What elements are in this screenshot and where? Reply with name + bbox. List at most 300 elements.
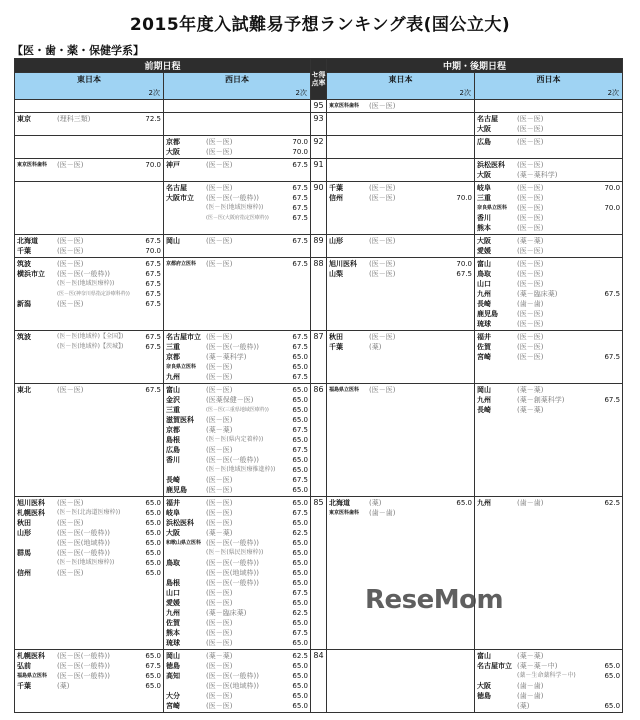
school-name: 島根 xyxy=(166,579,180,587)
list-item xyxy=(477,498,620,508)
department: (歯－歯) xyxy=(517,682,544,690)
west-back-cell xyxy=(475,650,623,713)
department: (医－医(地域枠)) xyxy=(206,682,259,690)
east-front-cell xyxy=(15,182,164,235)
secondary-score: 65.0 xyxy=(292,662,309,670)
secondary-score: 67.5 xyxy=(292,260,309,268)
front-schedule-header: 前期日程 xyxy=(15,59,311,73)
list-item xyxy=(17,342,161,352)
school-name: 長崎 xyxy=(477,300,492,308)
school-name: 千葉 xyxy=(17,682,31,690)
department: (医－医(県民医療枠)) xyxy=(206,549,264,556)
school-name: 長崎 xyxy=(166,476,180,484)
list-item xyxy=(477,319,620,329)
department: (医－医(一般枠)) xyxy=(206,343,259,351)
secondary-score: 65.0 xyxy=(456,499,473,507)
department: (医－医) xyxy=(517,138,544,146)
list-item xyxy=(17,671,161,681)
school-name: 筑波 xyxy=(17,333,31,341)
school-name: 浜松医科 xyxy=(166,519,194,527)
east-front-cell xyxy=(15,136,164,159)
secondary-score: 67.5 xyxy=(292,629,309,637)
score-rate: 91 xyxy=(311,159,327,182)
department: (薬－薬) xyxy=(517,386,544,394)
department: (歯－歯) xyxy=(517,499,544,507)
school-name: 東北 xyxy=(17,386,31,394)
school-name: 山形 xyxy=(17,529,31,537)
score-rate: 93 xyxy=(311,113,327,136)
east-back-cell xyxy=(327,384,475,497)
west-back-cell xyxy=(475,100,623,113)
west-back-cell xyxy=(475,331,623,384)
secondary-score: 65.0 xyxy=(292,519,309,527)
secondary-score: 67.5 xyxy=(292,194,309,202)
list-item xyxy=(17,299,161,309)
school-name: 京都 xyxy=(166,426,180,434)
school-name: 高知 xyxy=(166,672,180,680)
west-front-cell xyxy=(164,159,311,182)
list-item xyxy=(166,518,308,528)
list-item xyxy=(17,528,161,538)
department: (薬－薬科学) xyxy=(206,353,247,361)
secondary-score: 62.5 xyxy=(292,529,309,537)
school-name: 岡山 xyxy=(166,237,180,245)
department: (薬) xyxy=(517,702,530,710)
secondary-score: 67.5 xyxy=(145,386,161,394)
list-item xyxy=(17,661,161,671)
department: (医－医(地域医療枠)) xyxy=(57,280,115,287)
department: (医－医) xyxy=(517,260,544,268)
department: (医－医) xyxy=(57,569,84,577)
school-name: 富山 xyxy=(477,260,492,268)
department: (医－医(一般枠)) xyxy=(206,194,259,202)
school-name: 香川 xyxy=(477,214,492,222)
school-name: 九州 xyxy=(477,290,492,298)
list-item xyxy=(477,259,620,269)
department: (医－医) xyxy=(57,237,84,245)
secondary-score: 67.5 xyxy=(604,290,621,298)
score-rate: 84 xyxy=(311,650,327,713)
east-front-cell xyxy=(15,100,164,113)
department: (医－医(一般枠)) xyxy=(57,672,110,680)
niji-label: 2次 xyxy=(295,89,308,97)
department: (医－医(一般枠)) xyxy=(206,456,259,464)
department: (医－医) xyxy=(206,629,233,637)
list-item xyxy=(17,538,161,548)
list-item xyxy=(329,508,472,518)
east-back-cell xyxy=(327,235,475,258)
niji-label: 2次 xyxy=(459,89,472,97)
school-name: 新潟 xyxy=(17,300,31,308)
department: (医－医) xyxy=(206,509,233,517)
table-row xyxy=(15,497,623,650)
score-rate: 85 xyxy=(311,497,327,650)
school-name: 富山 xyxy=(166,386,180,394)
west-front-cell xyxy=(164,136,311,159)
table-row xyxy=(15,650,623,713)
list-item xyxy=(17,385,161,395)
west-front-cell xyxy=(164,497,311,650)
secondary-score: 65.0 xyxy=(604,662,621,670)
school-name: 香川 xyxy=(166,456,180,464)
list-item xyxy=(166,588,308,598)
list-item xyxy=(477,701,620,711)
department: (医－医) xyxy=(206,260,233,268)
school-name: 島根 xyxy=(166,436,180,444)
list-item xyxy=(166,213,308,223)
secondary-score: 65.0 xyxy=(292,702,309,710)
east-label: 東日本 xyxy=(77,75,101,84)
secondary-score: 67.5 xyxy=(292,214,309,222)
secondary-score: 65.0 xyxy=(292,672,309,680)
list-item xyxy=(477,203,620,213)
secondary-score: 67.5 xyxy=(292,204,309,212)
list-item xyxy=(17,289,161,299)
secondary-score: 67.5 xyxy=(145,270,161,278)
list-item xyxy=(166,445,308,455)
secondary-score: 67.5 xyxy=(145,290,161,298)
list-item xyxy=(166,425,308,435)
secondary-score: 65.0 xyxy=(145,672,161,680)
school-name: 佐賀 xyxy=(477,343,492,351)
list-item xyxy=(329,259,472,269)
secondary-score: 65.0 xyxy=(145,549,161,557)
secondary-score: 67.5 xyxy=(145,662,161,670)
secondary-score: 65.0 xyxy=(145,499,161,507)
department: (医－医) xyxy=(517,125,544,133)
list-item xyxy=(477,170,620,180)
department: (薬) xyxy=(369,343,382,351)
school-name: 和歌山県立医科 xyxy=(166,540,202,546)
list-item xyxy=(477,279,620,289)
list-item xyxy=(166,236,308,246)
page-title: 2015年度入試難易予想ランキング表(国公立大) xyxy=(129,15,511,35)
west-front-cell xyxy=(164,258,311,331)
secondary-score: 65.0 xyxy=(292,486,309,494)
list-item xyxy=(329,183,472,193)
list-item xyxy=(477,213,620,223)
niji-label: 2次 xyxy=(607,89,620,97)
list-item xyxy=(17,508,161,518)
list-item xyxy=(166,455,308,465)
department: (医－医(一般枠)) xyxy=(206,539,259,547)
school-name: 名古屋 xyxy=(166,184,187,192)
school-name: 熊本 xyxy=(477,224,492,232)
list-item xyxy=(17,681,161,691)
table-row xyxy=(15,258,623,331)
school-name: 秋田 xyxy=(329,333,344,341)
school-name: 北海道 xyxy=(329,499,351,507)
secondary-score: 65.0 xyxy=(145,569,161,577)
department: (医－医) xyxy=(206,184,233,192)
school-name: 大阪 xyxy=(477,171,492,179)
list-item xyxy=(477,352,620,362)
list-item xyxy=(166,691,308,701)
school-name: 福島県立医科 xyxy=(17,673,48,679)
school-name: 宮崎 xyxy=(477,353,492,361)
secondary-score: 65.0 xyxy=(145,509,161,517)
list-item xyxy=(477,691,620,701)
west-front-cell xyxy=(164,113,311,136)
list-item xyxy=(17,568,161,578)
school-name: 長崎 xyxy=(477,406,492,414)
department: (薬－薬) xyxy=(206,426,233,434)
list-item xyxy=(166,671,308,681)
list-item xyxy=(17,236,161,246)
department: (医－医) xyxy=(517,247,544,255)
east-front-cell xyxy=(15,497,164,650)
secondary-score: 70.0 xyxy=(145,247,161,255)
department: (医－医) xyxy=(206,476,233,484)
department: (医－医(地域枠)) xyxy=(57,539,110,547)
west-front-cell xyxy=(164,650,311,713)
secondary-score: 67.5 xyxy=(456,270,473,278)
list-item xyxy=(477,289,620,299)
section-label: 【医・歯・薬・保健学系】 xyxy=(12,44,144,57)
list-item xyxy=(166,160,308,170)
department: (薬) xyxy=(369,499,382,507)
school-name: 大阪市立 xyxy=(166,194,194,202)
school-name: 宮崎 xyxy=(166,702,180,710)
list-item xyxy=(477,193,620,203)
resemom-logo: ReseMom xyxy=(365,585,504,615)
department: (医－医) xyxy=(517,204,544,212)
list-item xyxy=(166,193,308,203)
list-item xyxy=(329,385,472,395)
table-row xyxy=(15,113,623,136)
list-item xyxy=(477,671,620,681)
list-item xyxy=(166,183,308,193)
department: (医－医) xyxy=(206,386,233,394)
school-name: 東京医科歯科 xyxy=(329,103,360,109)
west-front-cell xyxy=(164,182,311,235)
list-item xyxy=(329,193,472,203)
school-name: 鳥取 xyxy=(166,559,180,567)
secondary-score: 65.0 xyxy=(292,692,309,700)
secondary-score: 65.0 xyxy=(292,416,309,424)
secondary-score: 70.0 xyxy=(456,260,473,268)
department: (医－医(地域枠)【茨城】) xyxy=(57,343,124,350)
department: (医－医) xyxy=(517,161,544,169)
list-item xyxy=(166,475,308,485)
score-rate: 95 xyxy=(311,100,327,113)
secondary-score: 70.0 xyxy=(145,161,161,169)
secondary-score: 67.5 xyxy=(145,343,161,351)
department: (医－医) xyxy=(517,320,544,328)
department: (薬－薬) xyxy=(206,529,233,537)
list-item xyxy=(329,236,472,246)
list-item xyxy=(166,342,308,352)
secondary-score: 65.0 xyxy=(292,619,309,627)
department: (歯－歯) xyxy=(369,509,396,517)
secondary-score: 67.5 xyxy=(292,476,309,484)
school-name: 鹿児島 xyxy=(166,486,187,494)
department: (薬) xyxy=(57,682,70,690)
school-name: 大阪 xyxy=(477,237,492,245)
east-front-cell xyxy=(15,159,164,182)
list-item xyxy=(166,203,308,213)
list-item xyxy=(477,342,620,352)
secondary-score: 65.0 xyxy=(145,652,161,660)
department: (医－医(一般枠)) xyxy=(57,549,110,557)
table-row xyxy=(15,159,623,182)
secondary-score: 67.5 xyxy=(292,509,309,517)
school-name: 福島県立医科 xyxy=(329,387,360,393)
list-item xyxy=(17,114,161,124)
school-name: 大阪 xyxy=(166,148,180,156)
school-name: 東京医科歯科 xyxy=(329,510,360,516)
list-item xyxy=(17,558,161,568)
school-name: 山形 xyxy=(329,237,344,245)
east-back-cell xyxy=(327,113,475,136)
school-name: 旭川医科 xyxy=(329,260,358,268)
secondary-score: 65.0 xyxy=(292,569,309,577)
school-name: 秋田 xyxy=(17,519,31,527)
east-back-cell xyxy=(327,650,475,713)
department: (薬－薬科学) xyxy=(517,171,558,179)
east-back-header xyxy=(327,73,475,100)
secondary-score: 65.0 xyxy=(604,672,621,680)
west-back-cell xyxy=(475,384,623,497)
secondary-score: 65.0 xyxy=(292,406,309,414)
school-name: 佐賀 xyxy=(166,619,180,627)
school-name: 浜松医科 xyxy=(477,161,506,169)
back-schedule-header: 中期・後期日程 xyxy=(327,59,623,73)
score-rate: 86 xyxy=(311,384,327,497)
secondary-score: 70.0 xyxy=(292,138,309,146)
list-item xyxy=(17,279,161,289)
school-name: 大阪 xyxy=(477,125,492,133)
department: (医－医) xyxy=(57,247,84,255)
school-name: 札幌医科 xyxy=(17,652,45,660)
list-item xyxy=(329,498,472,508)
secondary-score: 65.0 xyxy=(292,539,309,547)
department: (医－医(一般枠)) xyxy=(206,579,259,587)
department: (医－医) xyxy=(206,363,233,371)
department: (医－医) xyxy=(206,519,233,527)
list-item xyxy=(166,618,308,628)
school-name: 奈良県立医科 xyxy=(477,205,508,211)
secondary-score: 70.0 xyxy=(604,204,621,212)
west-label: 西日本 xyxy=(536,75,561,84)
secondary-score: 62.5 xyxy=(292,652,309,660)
school-name: 神戸 xyxy=(166,161,180,169)
school-name: 熊本 xyxy=(166,629,180,637)
school-name: 愛媛 xyxy=(166,599,180,607)
east-front-cell xyxy=(15,384,164,497)
department: (医－医) xyxy=(57,161,84,169)
department: (医－医(地域枠)) xyxy=(206,569,259,577)
secondary-score: 67.5 xyxy=(292,343,309,351)
east-back-cell xyxy=(327,331,475,384)
list-item xyxy=(166,352,308,362)
list-item xyxy=(166,435,308,445)
school-name: 旭川医科 xyxy=(17,499,45,507)
list-item xyxy=(477,299,620,309)
department: (医－医) xyxy=(206,619,233,627)
list-item xyxy=(477,223,620,233)
list-item xyxy=(329,342,472,352)
department: (医－医) xyxy=(369,237,396,245)
department: (医－医) xyxy=(206,692,233,700)
department: (薬－薬) xyxy=(206,652,233,660)
score-rate: 92 xyxy=(311,136,327,159)
list-item xyxy=(477,114,620,124)
school-name: 横浜市立 xyxy=(17,270,45,278)
school-name: 岡山 xyxy=(477,386,492,394)
secondary-score: 65.0 xyxy=(604,702,621,710)
secondary-score: 65.0 xyxy=(292,682,309,690)
school-name: 名古屋 xyxy=(477,115,499,123)
department: (医－医(地域医療枠)) xyxy=(57,559,115,566)
list-item xyxy=(166,661,308,671)
list-item xyxy=(166,628,308,638)
list-item xyxy=(166,638,308,648)
list-item xyxy=(166,147,308,157)
department: (歯－歯) xyxy=(517,300,544,308)
list-item xyxy=(477,124,620,134)
school-name: 弘前 xyxy=(17,662,31,670)
department: (医－医(一般枠)) xyxy=(206,559,259,567)
list-item xyxy=(17,160,161,170)
department: (医－医) xyxy=(517,333,544,341)
secondary-score: 65.0 xyxy=(292,436,309,444)
secondary-score: 67.5 xyxy=(292,237,309,245)
west-back-cell xyxy=(475,497,623,650)
list-item xyxy=(477,651,620,661)
secondary-score: 65.0 xyxy=(292,386,309,394)
list-item xyxy=(17,269,161,279)
east-back-cell xyxy=(327,497,475,650)
school-name: 岡山 xyxy=(166,652,180,660)
department: (医－医) xyxy=(57,300,84,308)
department: (医－医) xyxy=(369,184,396,192)
school-name: 山梨 xyxy=(329,270,344,278)
school-name: 九州 xyxy=(477,499,492,507)
department: (医－医) xyxy=(517,224,544,232)
secondary-score: 70.0 xyxy=(292,148,309,156)
score-rate: 89 xyxy=(311,235,327,258)
department: (医－医) xyxy=(206,486,233,494)
school-name: 岐阜 xyxy=(477,184,492,192)
department: (医－医(地域医療枠)) xyxy=(206,204,264,211)
department: (医－医) xyxy=(57,260,84,268)
table-row xyxy=(15,182,623,235)
school-name: 徳島 xyxy=(477,692,492,700)
west-front-cell xyxy=(164,100,311,113)
east-back-cell xyxy=(327,182,475,235)
school-name: 福井 xyxy=(166,499,180,507)
school-name: 札幌医科 xyxy=(17,509,45,517)
department: (医－医) xyxy=(517,353,544,361)
list-item xyxy=(166,651,308,661)
west-back-header xyxy=(475,73,623,100)
list-item xyxy=(166,259,308,269)
secondary-score: 62.5 xyxy=(292,609,309,617)
west-front-cell xyxy=(164,235,311,258)
list-item xyxy=(329,269,472,279)
list-item xyxy=(166,137,308,147)
department: (医－医) xyxy=(57,499,84,507)
school-name: 山口 xyxy=(477,280,492,288)
school-name: 九州 xyxy=(166,609,180,617)
secondary-score: 67.5 xyxy=(292,446,309,454)
list-item xyxy=(17,246,161,256)
department: (薬－創薬科学) xyxy=(517,396,565,404)
school-name: 広島 xyxy=(166,446,180,454)
east-front-header xyxy=(15,73,164,100)
table-row xyxy=(15,100,623,113)
